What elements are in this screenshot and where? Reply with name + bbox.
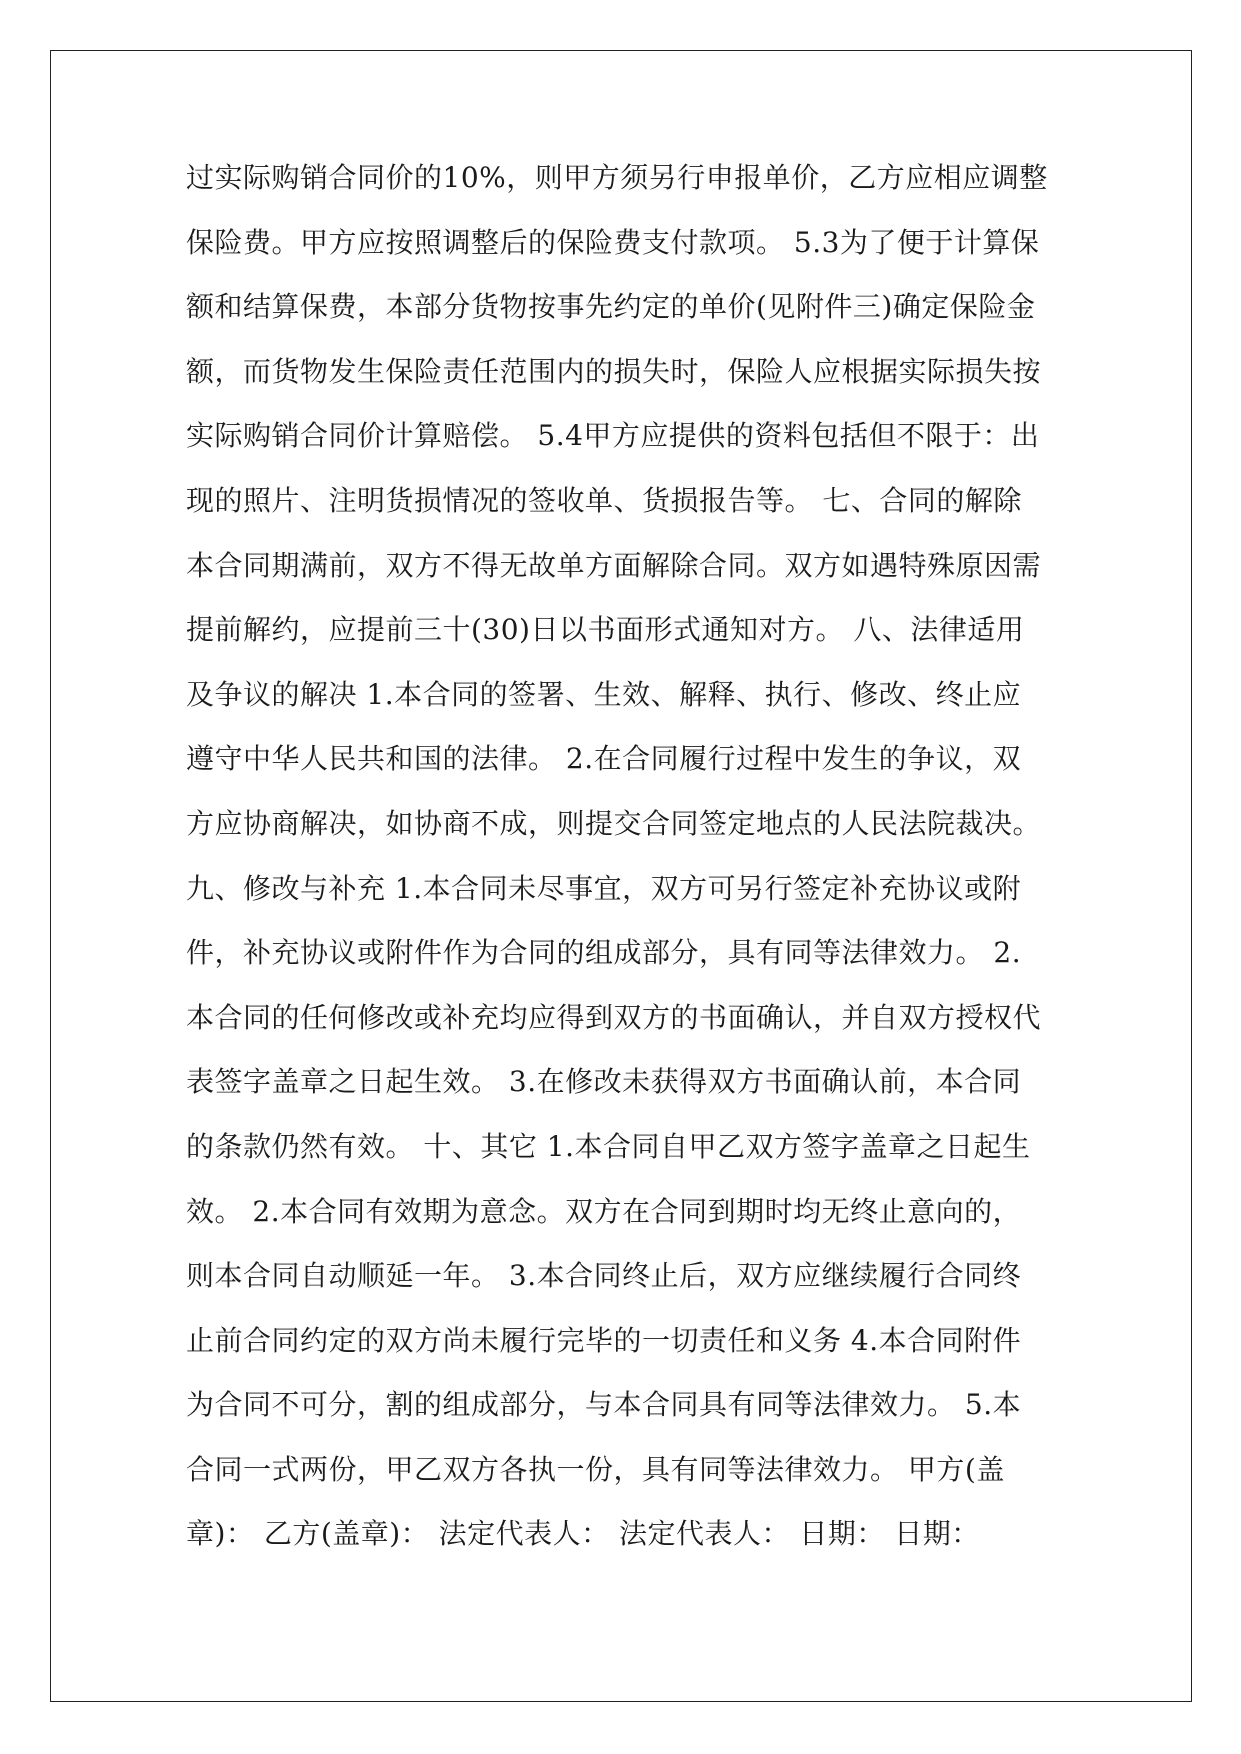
text-line: 本合同的任何修改或补充均应得到双方的书面确认，并自双方授权代 [186, 1000, 1042, 1034]
text-line: 止前合同约定的双方尚未履行完毕的一切责任和义务 4.本合同附件 [186, 1323, 1022, 1357]
text-line: 表签字盖章之日起生效。 3.在修改未获得双方书面确认前，本合同 [186, 1065, 1022, 1099]
text-line: 额和结算保费，本部分货物按事先约定的单价(见附件三)确定保险金 [186, 290, 1036, 324]
text-line: 额，而货物发生保险责任范围内的损失时，保险人应根据实际损失按 [186, 354, 1042, 388]
text-line: 本合同期满前，双方不得无故单方面解除合同。双方如遇特殊原因需 [186, 548, 1042, 582]
signature-line: 章)： 乙方(盖章)： 法定代表人： 法定代表人： 日期： 日期： [186, 1517, 980, 1551]
text-line: 实际购销合同价计算赔偿。 5.4甲方应提供的资料包括但不限于：出 [186, 419, 1040, 453]
document-body [186, 158, 1066, 1579]
text-line: 九、修改与补充 1.本合同未尽事宜，双方可另行签定补充协议或附 [186, 871, 1022, 905]
text-line: 方应协商解决，如协商不成，则提交合同签定地点的人民法院裁决。 [186, 806, 1042, 840]
text-line: 提前解约，应提前三十(30)日以书面形式通知对方。 八、法律适用 [186, 613, 1025, 647]
text-line: 的条款仍然有效。 十、其它 1.本合同自甲乙双方签字盖章之日起生 [186, 1129, 1031, 1163]
text-line: 为合同不可分，割的组成部分，与本合同具有同等法律效力。 5.本 [186, 1388, 1022, 1422]
text-line: 遵守中华人民共和国的法律。 2.在合同履行过程中发生的争议，双 [186, 742, 1022, 776]
text-line: 及争议的解决 1.本合同的签署、生效、解释、执行、修改、终止应 [186, 677, 1022, 711]
text-line: 保险费。甲方应按照调整后的保险费支付款项。 5.3为了便于计算保 [186, 225, 1040, 259]
text-line: 现的照片、注明货损情况的签收单、货损报告等。 七、合同的解除 [186, 483, 1022, 517]
text-line: 过实际购销合同价的10%，则甲方须另行申报单价，乙方应相应调整 [186, 161, 1048, 194]
text-line: 则本合同自动顺延一年。 3.本合同终止后，双方应继续履行合同终 [186, 1259, 1022, 1293]
text-line: 合同一式两份，甲乙双方各执一份，具有同等法律效力。 甲方(盖 [186, 1452, 1005, 1486]
text-line: 件，补充协议或附件作为合同的组成部分，具有同等法律效力。 2. [186, 936, 1022, 970]
text-line: 效。 2.本合同有效期为意念。双方在合同到期时均无终止意向的， [186, 1194, 1022, 1228]
